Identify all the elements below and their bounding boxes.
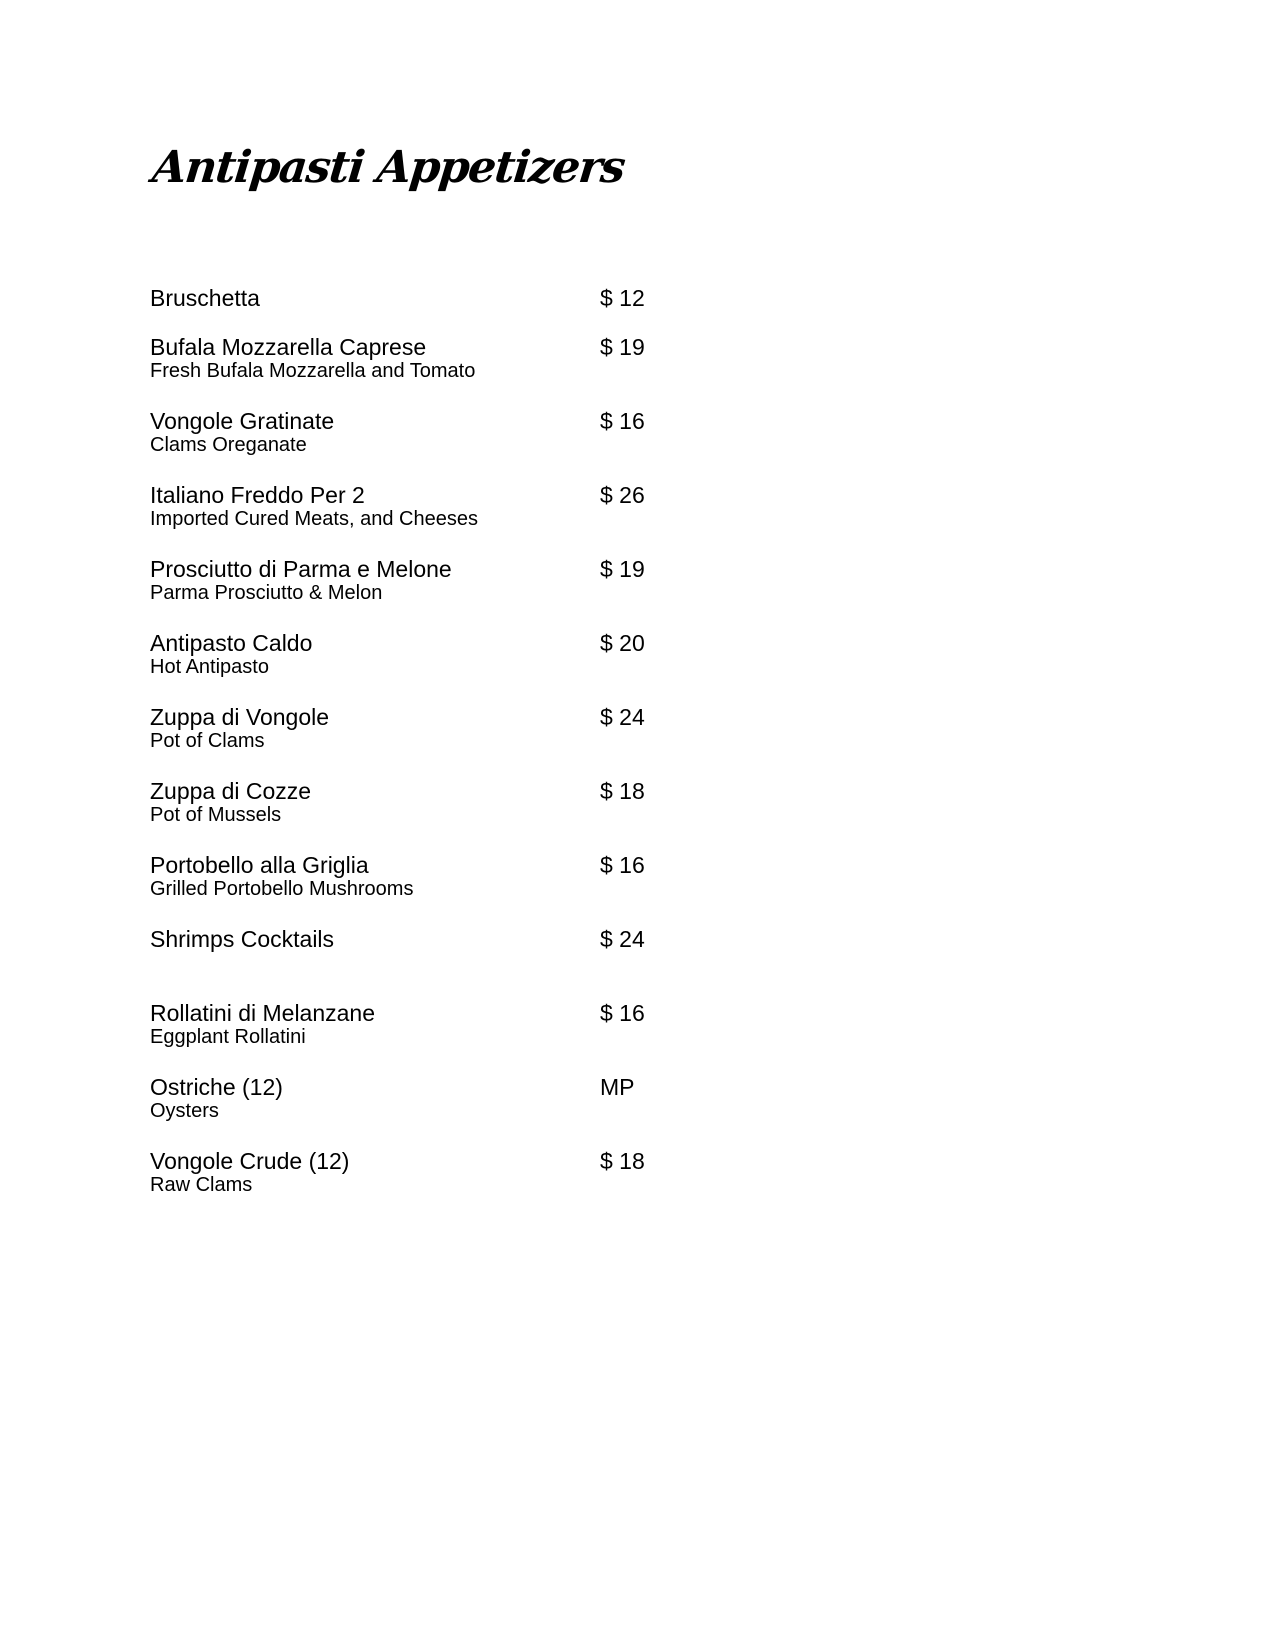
- item-name: Bufala Mozzarella Caprese: [150, 334, 427, 360]
- item-name: Prosciutto di Parma e Melone: [150, 556, 452, 582]
- item-description: Fresh Bufala Mozzarella and Tomato: [150, 360, 476, 382]
- item-description: Pot of Mussels: [150, 804, 282, 826]
- item-name: Rollatini di Melanzane: [150, 1000, 376, 1026]
- item-name: Zuppa di Cozze: [150, 778, 312, 804]
- item-description: Eggplant Rollatini: [150, 1026, 306, 1048]
- item-name: Vongole Crude (12): [150, 1148, 350, 1174]
- item-name: Italiano Freddo Per 2: [150, 482, 365, 508]
- item-description: Hot Antipasto: [150, 656, 269, 678]
- item-name: Shrimps Cocktails: [150, 926, 335, 952]
- item-name: Zuppa di Vongole: [150, 704, 330, 730]
- item-description: Clams Oreganate: [150, 434, 307, 456]
- item-name: Bruschetta: [150, 285, 260, 311]
- item-price: $ 20: [600, 630, 645, 656]
- item-price: MP: [600, 1074, 635, 1100]
- item-price: $ 18: [600, 778, 645, 804]
- item-description: Pot of Clams: [150, 730, 265, 752]
- item-name: Ostriche (12): [150, 1074, 283, 1100]
- item-description: Oysters: [150, 1100, 219, 1122]
- item-price: $ 16: [600, 1000, 645, 1026]
- item-name: Portobello alla Griglia: [150, 852, 369, 878]
- item-description: Parma Prosciutto & Melon: [150, 582, 383, 604]
- item-price: $ 24: [600, 926, 645, 952]
- item-price: $ 19: [600, 556, 645, 582]
- item-price: $ 24: [600, 704, 645, 730]
- item-price: $ 19: [600, 334, 645, 360]
- item-name: Vongole Gratinate: [150, 408, 335, 434]
- item-price: $ 18: [600, 1148, 645, 1174]
- item-price: $ 16: [600, 408, 645, 434]
- item-price: $ 16: [600, 852, 645, 878]
- item-description: Imported Cured Meats, and Cheeses: [150, 508, 478, 530]
- item-description: Raw Clams: [150, 1174, 253, 1196]
- item-price: $ 26: [600, 482, 645, 508]
- item-name: Antipasto Caldo: [150, 630, 313, 656]
- item-description: Grilled Portobello Mushrooms: [150, 878, 414, 900]
- menu-title: Antipasti Appetizers: [150, 142, 627, 193]
- item-price: $ 12: [600, 285, 645, 311]
